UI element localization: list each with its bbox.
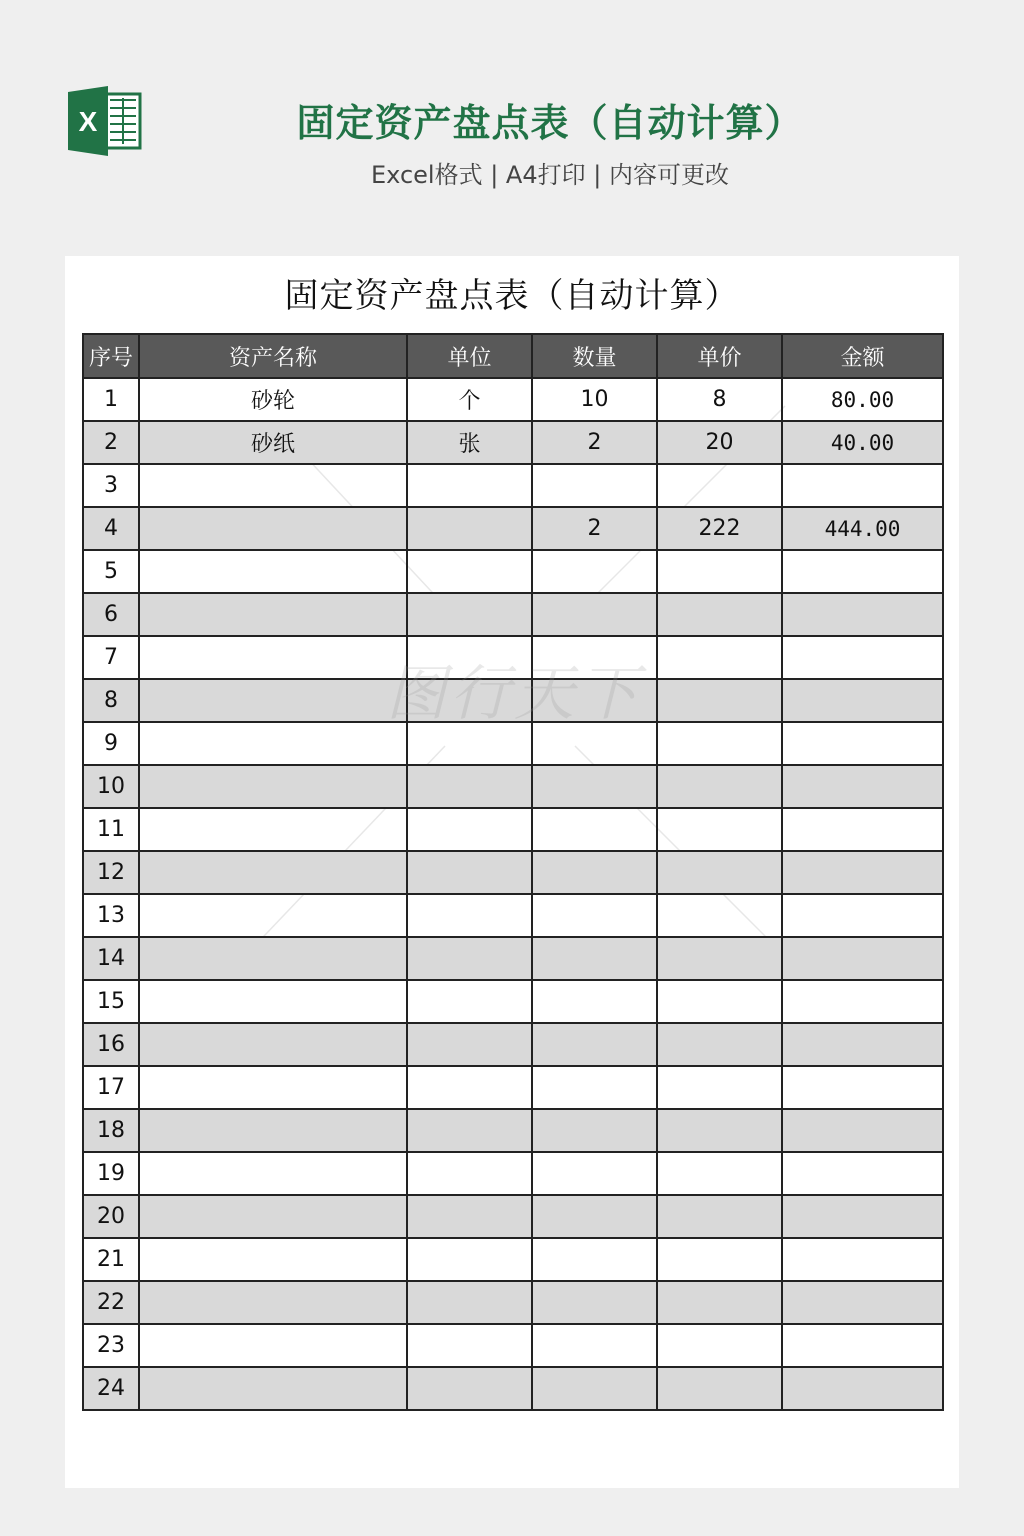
cell-price[interactable] [657, 593, 782, 636]
cell-no[interactable]: 19 [83, 1152, 139, 1195]
cell-qty[interactable] [532, 1324, 657, 1367]
cell-name[interactable] [139, 765, 407, 808]
cell-unit[interactable] [407, 1324, 532, 1367]
cell-name[interactable] [139, 1023, 407, 1066]
cell-unit[interactable]: 个 [407, 378, 532, 421]
cell-no[interactable]: 5 [83, 550, 139, 593]
cell-amount[interactable]: 444.00 [782, 507, 943, 550]
cell-name[interactable] [139, 550, 407, 593]
cell-price[interactable] [657, 937, 782, 980]
cell-amount[interactable] [782, 937, 943, 980]
cell-unit[interactable] [407, 636, 532, 679]
cell-price[interactable] [657, 1281, 782, 1324]
cell-amount[interactable]: 80.00 [782, 378, 943, 421]
cell-name[interactable] [139, 808, 407, 851]
table-row [83, 894, 943, 937]
cell-name[interactable] [139, 679, 407, 722]
cell-no[interactable]: 17 [83, 1066, 139, 1109]
cell-no[interactable]: 4 [83, 507, 139, 550]
table-row [83, 1066, 943, 1109]
table-row [83, 464, 943, 507]
cell-qty[interactable] [532, 980, 657, 1023]
cell-qty[interactable]: 10 [532, 378, 657, 421]
table-row [83, 593, 943, 636]
cell-unit[interactable] [407, 1066, 532, 1109]
table-row [83, 1109, 943, 1152]
cell-price[interactable] [657, 1367, 782, 1410]
cell-amount[interactable] [782, 1324, 943, 1367]
cell-qty[interactable] [532, 937, 657, 980]
cell-name[interactable] [139, 1152, 407, 1195]
cell-qty[interactable] [532, 1238, 657, 1281]
cell-unit[interactable]: 张 [407, 421, 532, 464]
cell-no[interactable]: 24 [83, 1367, 139, 1410]
cell-amount[interactable] [782, 464, 943, 507]
cell-price[interactable]: 20 [657, 421, 782, 464]
cell-amount[interactable] [782, 550, 943, 593]
cell-amount[interactable] [782, 980, 943, 1023]
cell-no[interactable]: 18 [83, 1109, 139, 1152]
cell-unit[interactable] [407, 507, 532, 550]
cell-no[interactable]: 15 [83, 980, 139, 1023]
cell-no[interactable]: 7 [83, 636, 139, 679]
cell-unit[interactable] [407, 1238, 532, 1281]
cell-name[interactable] [139, 636, 407, 679]
cell-unit[interactable] [407, 1023, 532, 1066]
table-row [83, 722, 943, 765]
table-row [83, 1324, 943, 1367]
watermark: 图行天下 [386, 659, 642, 729]
cell-qty[interactable] [532, 765, 657, 808]
cell-amount[interactable] [782, 808, 943, 851]
cell-name[interactable] [139, 722, 407, 765]
cell-no[interactable]: 13 [83, 894, 139, 937]
cell-no[interactable]: 22 [83, 1281, 139, 1324]
cell-qty[interactable] [532, 550, 657, 593]
cell-price[interactable] [657, 722, 782, 765]
cell-price[interactable] [657, 851, 782, 894]
cell-no[interactable]: 9 [83, 722, 139, 765]
cell-name[interactable] [139, 1238, 407, 1281]
cell-price[interactable] [657, 679, 782, 722]
cell-price[interactable] [657, 1324, 782, 1367]
cell-amount[interactable] [782, 765, 943, 808]
table-row [83, 1238, 943, 1281]
table-row [83, 1281, 943, 1324]
cell-qty[interactable] [532, 1109, 657, 1152]
table-row [83, 980, 943, 1023]
cell-unit[interactable] [407, 765, 532, 808]
cell-unit[interactable] [407, 1109, 532, 1152]
cell-price[interactable] [657, 980, 782, 1023]
cell-no[interactable]: 8 [83, 679, 139, 722]
cell-no[interactable]: 14 [83, 937, 139, 980]
cell-qty[interactable] [532, 1023, 657, 1066]
cell-name[interactable] [139, 1324, 407, 1367]
table-header-row [83, 334, 943, 378]
cell-name[interactable] [139, 593, 407, 636]
cell-unit[interactable] [407, 894, 532, 937]
cell-no[interactable]: 10 [83, 765, 139, 808]
cell-qty[interactable] [532, 1367, 657, 1410]
cell-amount[interactable] [782, 636, 943, 679]
cell-amount[interactable] [782, 722, 943, 765]
cell-no[interactable]: 1 [83, 378, 139, 421]
column-header-qty[interactable]: 数量 [532, 334, 657, 378]
cell-unit[interactable] [407, 937, 532, 980]
table-row [83, 421, 943, 464]
cell-qty[interactable] [532, 679, 657, 722]
cell-name[interactable] [139, 1109, 407, 1152]
cell-price[interactable] [657, 1023, 782, 1066]
cell-qty[interactable] [532, 722, 657, 765]
cell-qty[interactable] [532, 1152, 657, 1195]
cell-amount[interactable] [782, 1109, 943, 1152]
column-header-unit[interactable]: 单位 [407, 334, 532, 378]
cell-name[interactable] [139, 1367, 407, 1410]
cell-amount[interactable] [782, 851, 943, 894]
cell-unit[interactable] [407, 550, 532, 593]
cell-unit[interactable] [407, 808, 532, 851]
cell-unit[interactable] [407, 722, 532, 765]
cell-name[interactable] [139, 980, 407, 1023]
cell-qty[interactable]: 2 [532, 421, 657, 464]
cell-unit[interactable] [407, 679, 532, 722]
cell-price[interactable] [657, 1109, 782, 1152]
asset-table [82, 333, 944, 1411]
cell-qty[interactable] [532, 464, 657, 507]
cell-unit[interactable] [407, 851, 532, 894]
cell-no[interactable]: 21 [83, 1238, 139, 1281]
cell-price[interactable]: 8 [657, 378, 782, 421]
cell-qty[interactable] [532, 636, 657, 679]
cell-name[interactable] [139, 937, 407, 980]
page-subtitle: Excel格式 | A4打印 | 内容可更改 [371, 161, 729, 189]
cell-price[interactable] [657, 1238, 782, 1281]
cell-amount[interactable] [782, 1367, 943, 1410]
cell-price[interactable] [657, 808, 782, 851]
cell-amount[interactable] [782, 894, 943, 937]
cell-no[interactable]: 23 [83, 1324, 139, 1367]
cell-qty[interactable]: 2 [532, 507, 657, 550]
cell-unit[interactable] [407, 1367, 532, 1410]
table-row [83, 851, 943, 894]
cell-price[interactable] [657, 464, 782, 507]
cell-qty[interactable] [532, 593, 657, 636]
cell-price[interactable] [657, 1195, 782, 1238]
cell-price[interactable]: 222 [657, 507, 782, 550]
column-header-amount[interactable]: 金额 [782, 334, 943, 378]
cell-qty[interactable] [532, 894, 657, 937]
cell-amount[interactable] [782, 1195, 943, 1238]
cell-amount[interactable]: 40.00 [782, 421, 943, 464]
cell-name[interactable]: 砂轮 [139, 378, 407, 421]
page-title: 固定资产盘点表（自动计算） [296, 101, 804, 145]
cell-price[interactable] [657, 894, 782, 937]
cell-price[interactable] [657, 1152, 782, 1195]
table-row [83, 679, 943, 722]
sheet-title: 固定资产盘点表（自动计算） [284, 276, 740, 316]
table-row [83, 1023, 943, 1066]
excel-icon [68, 86, 142, 156]
cell-name[interactable] [139, 894, 407, 937]
table-row [83, 765, 943, 808]
column-header-price[interactable]: 单价 [657, 334, 782, 378]
cell-amount[interactable] [782, 593, 943, 636]
column-header-name[interactable]: 资产名称 [139, 334, 407, 378]
cell-amount[interactable] [782, 679, 943, 722]
cell-no[interactable]: 16 [83, 1023, 139, 1066]
cell-unit[interactable] [407, 1152, 532, 1195]
cell-name[interactable] [139, 1195, 407, 1238]
cell-no[interactable]: 11 [83, 808, 139, 851]
cell-no[interactable]: 20 [83, 1195, 139, 1238]
cell-amount[interactable] [782, 1023, 943, 1066]
cell-qty[interactable] [532, 1281, 657, 1324]
cell-price[interactable] [657, 1066, 782, 1109]
cell-no[interactable]: 12 [83, 851, 139, 894]
table-row [83, 937, 943, 980]
cell-amount[interactable] [782, 1066, 943, 1109]
table-row [83, 1367, 943, 1410]
cell-unit[interactable] [407, 464, 532, 507]
table-row [83, 1195, 943, 1238]
cell-qty[interactable] [532, 1195, 657, 1238]
spreadsheet-sheet [65, 256, 959, 1488]
column-header-no[interactable]: 序号 [83, 334, 139, 378]
table-row [83, 550, 943, 593]
cell-qty[interactable] [532, 851, 657, 894]
cell-qty[interactable] [532, 808, 657, 851]
table-row [83, 636, 943, 679]
cell-price[interactable] [657, 765, 782, 808]
cell-no[interactable]: 6 [83, 593, 139, 636]
cell-no[interactable]: 3 [83, 464, 139, 507]
cell-unit[interactable] [407, 593, 532, 636]
cell-no[interactable]: 2 [83, 421, 139, 464]
cell-unit[interactable] [407, 980, 532, 1023]
table-row [83, 1152, 943, 1195]
table-row [83, 507, 943, 550]
cell-unit[interactable] [407, 1281, 532, 1324]
cell-amount[interactable] [782, 1152, 943, 1195]
cell-unit[interactable] [407, 1195, 532, 1238]
cell-name[interactable] [139, 507, 407, 550]
cell-price[interactable] [657, 550, 782, 593]
table-row [83, 378, 943, 421]
table-row [83, 808, 943, 851]
cell-name[interactable] [139, 851, 407, 894]
cell-price[interactable] [657, 636, 782, 679]
cell-qty[interactable] [532, 1066, 657, 1109]
cell-amount[interactable] [782, 1238, 943, 1281]
cell-name[interactable]: 砂纸 [139, 421, 407, 464]
svg-text:X: X [78, 106, 98, 137]
cell-name[interactable] [139, 1281, 407, 1324]
cell-name[interactable] [139, 464, 407, 507]
cell-name[interactable] [139, 1066, 407, 1109]
cell-amount[interactable] [782, 1281, 943, 1324]
